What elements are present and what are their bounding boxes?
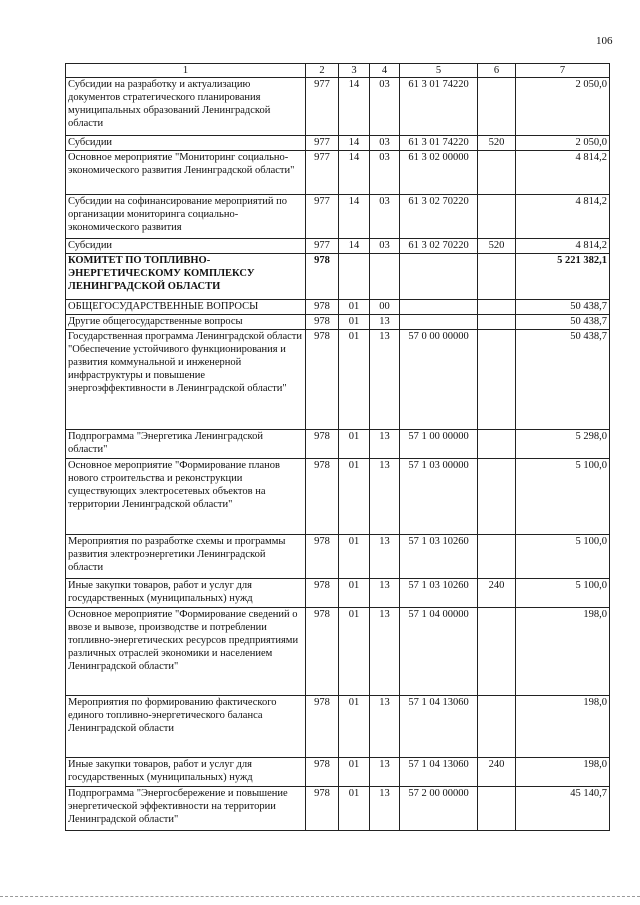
ministry-code: 977 [306,239,339,254]
subsection-code: 03 [370,136,400,151]
subsection-code: 13 [370,608,400,696]
section-code: 01 [339,535,370,579]
table-row [66,151,610,195]
item-name: ОБЩЕГОСУДАРСТВЕННЫЕ ВОПРОСЫ [66,300,306,315]
amount: 5 100,0 [516,459,610,535]
target-article-code: 57 1 03 10260 [400,535,478,579]
table-row [66,300,610,315]
table-row [66,608,610,696]
item-name: КОМИТЕТ ПО ТОПЛИВНО-ЭНЕРГЕТИЧЕСКОМУ КОМПЛЕКСУ ЛЕНИНГРАДСКОЙ ОБЛАСТИ [66,254,306,300]
item-name: Подпрограмма "Энергетика Ленинградской области" [66,430,306,459]
section-code: 01 [339,430,370,459]
table-row [66,535,610,579]
section-code: 14 [339,239,370,254]
amount: 2 050,0 [516,78,610,136]
expense-type-code [478,608,516,696]
expense-type-code [478,535,516,579]
expense-type-code [478,330,516,430]
table-row [66,696,610,758]
section-code: 01 [339,787,370,831]
subsection-code: 13 [370,758,400,787]
section-code: 01 [339,758,370,787]
table-row [66,195,610,239]
target-article-code: 61 3 02 70220 [400,195,478,239]
amount: 5 298,0 [516,430,610,459]
subsection-code: 03 [370,239,400,254]
table-row [66,787,610,831]
subsection-code: 13 [370,579,400,608]
item-name: Иные закупки товаров, работ и услуг для государственных (муниципальных) нужд [66,579,306,608]
amount: 198,0 [516,696,610,758]
section-code: 01 [339,330,370,430]
ministry-code: 978 [306,696,339,758]
budget-table [65,63,610,831]
item-name: Субсидии на разработку и актуализацию документов стратегического планирования муниципальных образований Ленинградской области [66,78,306,136]
section-code: 14 [339,136,370,151]
amount: 198,0 [516,758,610,787]
target-article-code: 57 1 04 13060 [400,758,478,787]
ministry-code: 977 [306,151,339,195]
section-code [339,254,370,300]
expense-type-code [478,151,516,195]
header-cell: 6 [478,64,516,78]
section-code: 14 [339,195,370,239]
ministry-code: 978 [306,608,339,696]
table-row [66,758,610,787]
target-article-code: 61 3 01 74220 [400,78,478,136]
header-cell: 7 [516,64,610,78]
amount: 2 050,0 [516,136,610,151]
subsection-code: 00 [370,300,400,315]
amount: 50 438,7 [516,300,610,315]
expense-type-code [478,459,516,535]
table-row [66,78,610,136]
page-number: 106 [596,35,613,47]
item-name: Подпрограмма "Энергосбережение и повышение энергетической эффективности на территории Ленинградской области" [66,787,306,831]
section-code: 01 [339,459,370,535]
ministry-code: 977 [306,195,339,239]
target-article-code: 57 1 04 13060 [400,696,478,758]
expense-type-code [478,78,516,136]
subsection-code [370,254,400,300]
table-row [66,136,610,151]
amount: 198,0 [516,608,610,696]
header-cell: 1 [66,64,306,78]
ministry-code: 978 [306,315,339,330]
amount: 5 100,0 [516,579,610,608]
table-row [66,579,610,608]
ministry-code: 978 [306,579,339,608]
amount: 50 438,7 [516,315,610,330]
subsection-code: 03 [370,78,400,136]
ministry-code: 978 [306,758,339,787]
section-code: 14 [339,151,370,195]
table-row [66,315,610,330]
target-article-code: 57 1 03 10260 [400,579,478,608]
expense-type-code [478,787,516,831]
target-article-code [400,254,478,300]
target-article-code: 57 1 04 00000 [400,608,478,696]
item-name: Основное мероприятие "Формирование планов нового строительства и реконструкции существующих электросетевых объектов на территории Ленинградской области" [66,459,306,535]
page-bottom-edge [0,896,640,897]
section-code: 01 [339,579,370,608]
table-row [66,459,610,535]
target-article-code: 61 3 02 70220 [400,239,478,254]
target-article-code [400,315,478,330]
table-row [66,254,610,300]
target-article-code: 61 3 02 00000 [400,151,478,195]
amount: 5 100,0 [516,535,610,579]
amount: 4 814,2 [516,151,610,195]
item-name: Государственная программа Ленинградской области "Обеспечение устойчивого функционирования и развития коммунальной и инженерной инфраструктуры и повышение энергоэффективности в Ленинградской области" [66,330,306,430]
item-name: Субсидии на софинансирование мероприятий по организации мониторинга социально-экономического развития [66,195,306,239]
item-name: Мероприятия по разработке схемы и программы развития электроэнергетики Ленинградской области [66,535,306,579]
item-name: Иные закупки товаров, работ и услуг для государственных (муниципальных) нужд [66,758,306,787]
table-row [66,239,610,254]
subsection-code: 13 [370,430,400,459]
ministry-code: 978 [306,787,339,831]
expense-type-code [478,254,516,300]
header-cell: 5 [400,64,478,78]
expense-type-code [478,696,516,758]
target-article-code: 57 2 00 00000 [400,787,478,831]
subsection-code: 13 [370,535,400,579]
expense-type-code: 240 [478,758,516,787]
target-article-code: 57 0 00 00000 [400,330,478,430]
ministry-code: 978 [306,430,339,459]
amount: 4 814,2 [516,195,610,239]
header-row [66,64,610,78]
section-code: 01 [339,315,370,330]
expense-type-code [478,195,516,239]
subsection-code: 13 [370,330,400,430]
item-name: Основное мероприятие "Формирование сведений о ввозе и вывозе, производстве и потреблении топливно-энергетических ресурсов предприятиями различных отраслей экономики и населением Ленинградской области" [66,608,306,696]
item-name: Другие общегосударственные вопросы [66,315,306,330]
ministry-code: 978 [306,330,339,430]
item-name: Основное мероприятие "Мониторинг социально-экономического развития Ленинградской области" [66,151,306,195]
ministry-code: 977 [306,136,339,151]
section-code: 14 [339,78,370,136]
item-name: Субсидии [66,239,306,254]
ministry-code: 977 [306,78,339,136]
target-article-code: 57 1 00 00000 [400,430,478,459]
header-cell: 4 [370,64,400,78]
ministry-code: 978 [306,459,339,535]
header-cell: 2 [306,64,339,78]
table-row [66,330,610,430]
amount: 45 140,7 [516,787,610,831]
expense-type-code [478,300,516,315]
expense-type-code: 240 [478,579,516,608]
expense-type-code [478,315,516,330]
amount: 5 221 382,1 [516,254,610,300]
target-article-code: 57 1 03 00000 [400,459,478,535]
expense-type-code: 520 [478,136,516,151]
section-code: 01 [339,608,370,696]
expense-type-code: 520 [478,239,516,254]
subsection-code: 03 [370,151,400,195]
amount: 4 814,2 [516,239,610,254]
section-code: 01 [339,300,370,315]
amount: 50 438,7 [516,330,610,430]
table-row [66,430,610,459]
subsection-code: 13 [370,696,400,758]
subsection-code: 03 [370,195,400,239]
ministry-code: 978 [306,254,339,300]
expense-type-code [478,430,516,459]
section-code: 01 [339,696,370,758]
subsection-code: 13 [370,787,400,831]
ministry-code: 978 [306,300,339,315]
subsection-code: 13 [370,459,400,535]
target-article-code: 61 3 01 74220 [400,136,478,151]
target-article-code [400,300,478,315]
item-name: Субсидии [66,136,306,151]
subsection-code: 13 [370,315,400,330]
ministry-code: 978 [306,535,339,579]
header-cell: 3 [339,64,370,78]
item-name: Мероприятия по формированию фактического единого топливно-энергетического баланса Ленинградской области [66,696,306,758]
